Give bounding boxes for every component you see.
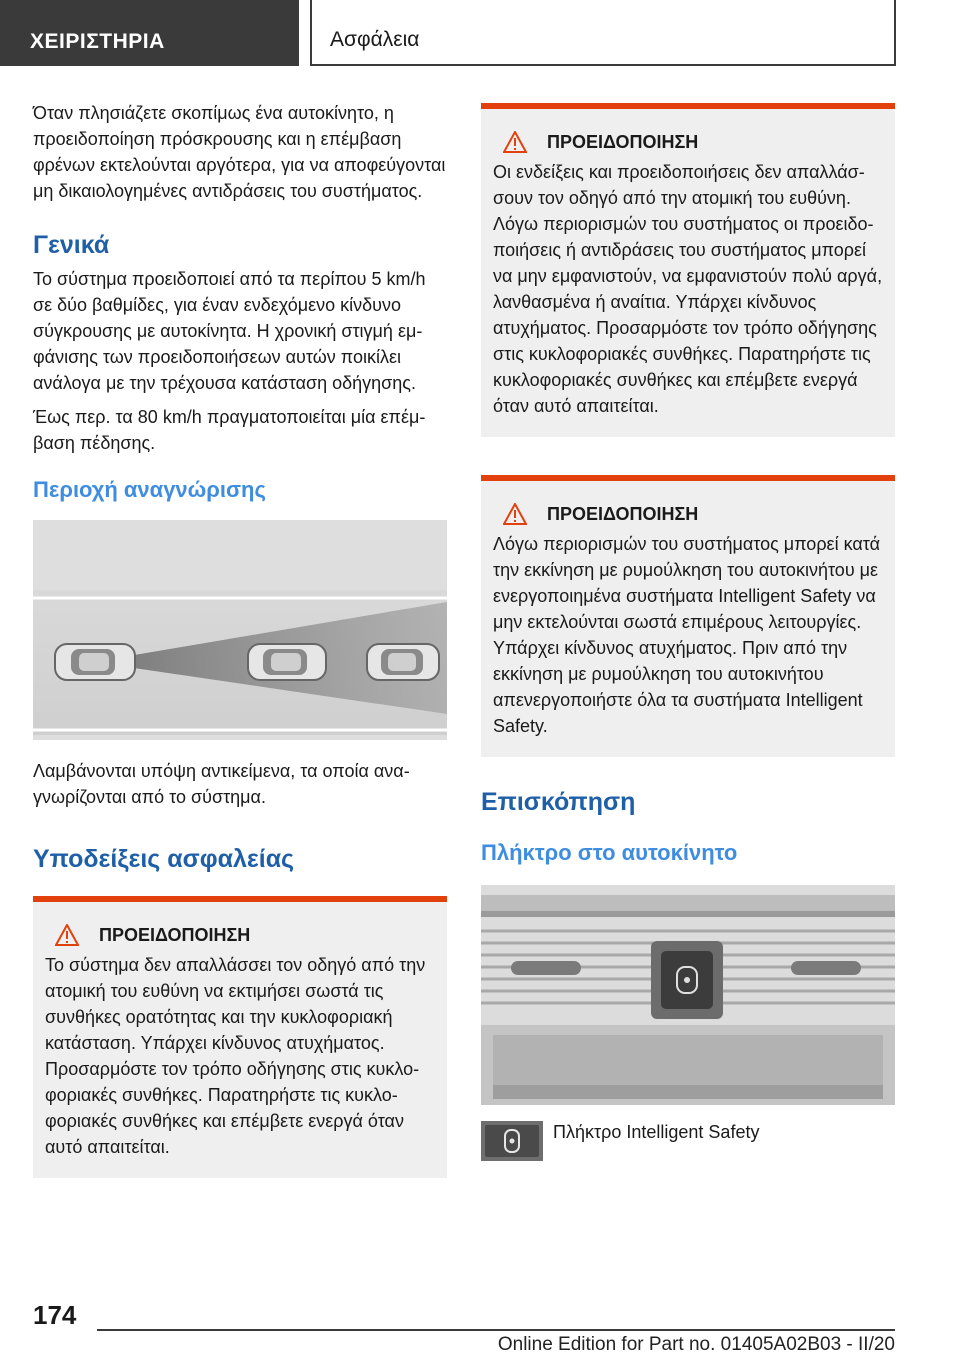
general-paragraph-2: Έως περ. τα 80 km/h πραγματοποιείται μία επέμβαση πέδησης. [33,407,426,453]
overview-heading: Επισκόπηση [481,788,636,816]
warning-box-3 [481,475,895,757]
vehicle-front [367,644,439,680]
intro-paragraph: Όταν πλησιάζετε σκοπίμως ένα αυτοκίνητο, η προειδοποίηση πρόσκρουσης και η επέμβαση φρένων εκτελούνται αργότερα, για να αποφεύγονται μη δικαιολογημένες αντιδράσεις του συστήματος. [33,103,446,201]
button-photo [481,885,895,1105]
button-heading: Πλήκτρο στο αυτοκίνητο [481,840,738,865]
footer-rule [97,1329,895,1331]
safety-heading: Υποδείξεις ασφαλείας [33,845,295,873]
right-column [481,103,895,1161]
warning-3-title: ΠΡΟΕΙΔΟΠΟΙΗΣΗ [547,504,699,524]
warning-2-title: ΠΡΟΕΙΔΟΠΟΙΗΣΗ [547,132,699,152]
dashboard-illustration [481,885,895,1105]
vehicle-middle [248,644,326,680]
warning-1-text: Το σύστημα δεν απαλλάσσει τον οδηγό από την ατομική του ευθύνη να εκτιμήσει σωστά τις συνθήκες ορατότητας και την κυκλοφοριακή κατάσταση. Υπάρχει κίνδυνος ατυχήματος. Προσαρμόστε τον τρόπο οδήγησης στις κυκλοφοριακές συνθήκες. Παρατηρήστε τις κυκλοφοριακές συνθήκες και επέμβετε ενεργά όταν αυτό απαιτείται. [45,955,426,1157]
page-number: 174 [33,1300,77,1330]
warning-triangle-icon [503,131,527,153]
button-legend [481,1121,895,1161]
intelligent-safety-button-icon [481,1121,543,1161]
detection-heading: Περιοχή αναγνώρισης [33,477,266,502]
left-column [33,100,447,1178]
button-caption: Πλήκτρο Intelligent Safety [553,1122,760,1142]
detection-caption: Λαμβάνονται υπόψη αντικείμενα, τα οποία αναγνωρίζονται από το σύστημα. [33,761,410,807]
general-heading: Γενικά [33,231,110,259]
section-title: Ασφάλεια [310,0,896,66]
detection-area-figure [33,520,447,740]
page-footer [0,1290,960,1362]
detection-area-illustration [33,520,447,740]
warning-box-2 [481,103,895,437]
page-header [0,0,960,66]
ego-car [55,644,135,680]
chapter-title: ΧΕΙΡΙΣΤΗΡΙΑ [0,0,299,66]
warning-3-text: Λόγω περιορισμών του συστήματος μπορεί κατά την εκκίνηση με ρυμούλκηση του αυτοκινήτου με ενεργοποιημένα συστήματα Intelligent Safety να μην εκτελούνται σωστά επιμέρους λειτουργίες. Υπάρχει κίνδυνος ατυχήματος. Πριν από την εκκίνηση με ρυμούλκηση του αυτοκινήτου απενεργοποιήστε όλα τα συστήματα Intelligent Safety. [493,534,881,736]
edition-note: Online Edition for Part no. 01405A02B03 - II/20 [497,1334,895,1355]
warning-1-title: ΠΡΟΕΙΔΟΠΟΙΗΣΗ [99,925,251,945]
warning-box-1 [33,896,447,1178]
general-paragraph-1: Το σύστημα προειδοποιεί από τα περίπου 5 km/h σε δύο βαθμίδες, για έναν ενδεχόμενο κίνδυνο σύγκρουσης με αυτοκίνητα. Η χρονική στιγμή εμφάνισης των προειδοποιήσεων αυτών ποικίλει ανάλογα με την τρέχουσα κατάσταση οδήγησης. [33,269,426,393]
warning-2-text: Οι ενδείξεις και προειδοποιήσεις δεν απαλλάσσουν τον οδηγό από την ατομική του ευθύνη. Λόγω περιορισμών του συστήματος οι προειδοποιήσεις ή αντιδράσεις του συστήματος μπορεί να μην εμφανιστούν, να εμφανιστούν πολύ αργά, λανθασμένα ή αναίτια. Υπάρχει κίνδυνος ατυχήματος. Προσαρμόστε τον τρόπο οδήγησης στις κυκλοφοριακές συνθήκες. Παρατηρήστε τις κυκλοφοριακές συνθήκες και επέμβετε ενεργά όταν αυτό απαιτείται. [493,162,883,416]
warning-triangle-icon [55,924,79,946]
warning-triangle-icon [503,503,527,525]
